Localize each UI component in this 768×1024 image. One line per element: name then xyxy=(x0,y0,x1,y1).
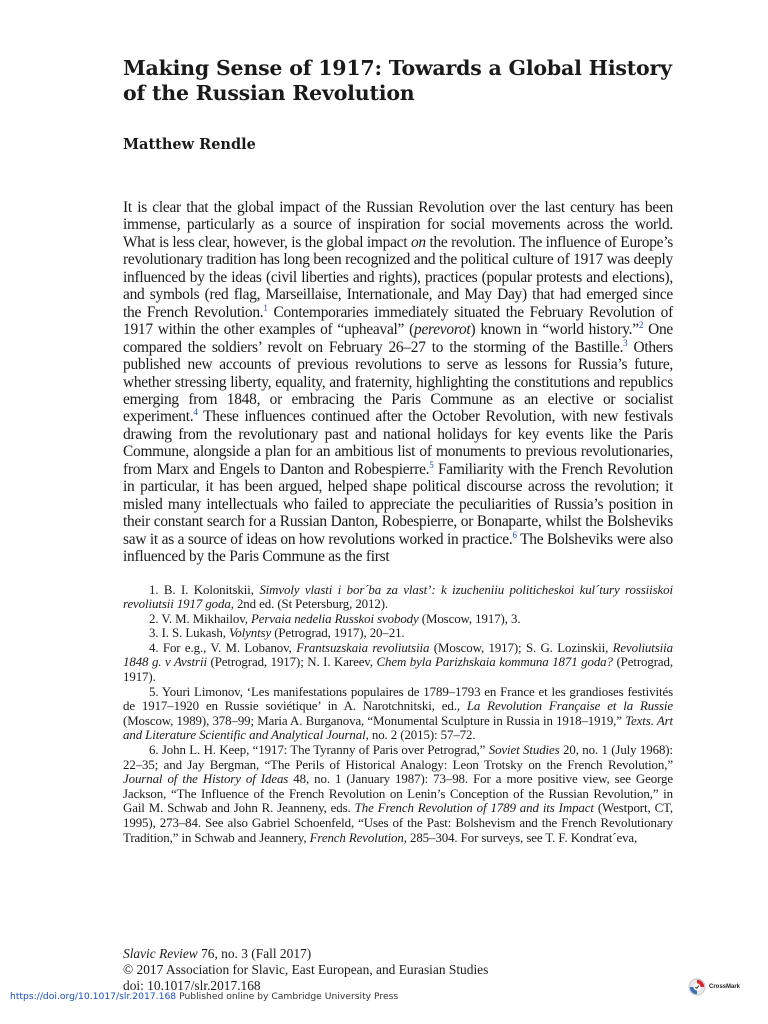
footnote-1 xyxy=(123,583,673,612)
journal-name: Slavic Review xyxy=(123,946,198,961)
footnote-text: 5. Youri Limonov, ‘Les manifestations populaires de 1789–1793 en France et les grandioses festivités de 1917–1920 en Russie soviétique’ in A. Narotchnitski, ed., xyxy=(123,684,673,714)
footnote-text: (Westport, CT, 1995), 273–84. See also Gabriel Schoenfeld, “Uses of the Past: Bolshevism and the French Revolutionary Tradition,” in Schwab and Jeannery, xyxy=(123,801,674,845)
footnotes xyxy=(123,583,673,846)
footnote-ref-5[interactable]: 5 xyxy=(429,459,434,470)
footnote-title: Revoliutsiia 1848 g. v Avstrii xyxy=(123,640,673,670)
footnote-ref-2[interactable]: 2 xyxy=(638,320,644,331)
journal-citation xyxy=(123,946,663,962)
body-text: ) known in “world history.” xyxy=(470,321,639,339)
body-text: These influences continued after the October Revolution, with new festivals drawing from the revolutionary past and national holidays for key events like the Paris Commune, alongside a plan for an ambitious list of monuments to previous revolutionaries, from Marx and Engels to Danton and Robespierre. xyxy=(123,408,673,478)
footnote-text: 2. V. M. Mikhailov, xyxy=(149,611,251,626)
crossmark-label: CrossMark xyxy=(709,984,741,990)
body-paragraph xyxy=(123,199,673,566)
footnote-6 xyxy=(123,743,673,845)
footnote-text: , 2nd ed. (St Petersburg, 2012). xyxy=(230,597,389,612)
doi-link[interactable]: https://doi.org/10.1017/slr.2017.168 xyxy=(10,991,177,1002)
footnote-title: Journal of the History of Ideas xyxy=(123,772,289,787)
footnote-title: Texts. Art and Literature Scientific and Analytical Journal xyxy=(123,713,674,743)
footnote-text: 4. For e.g., V. M. Lobanov, xyxy=(149,640,297,655)
footnote-text: (Moscow, 1989), 378–99; Maria A. Burganova, “Monumental Sculpture in Russia in 1918–1919,” xyxy=(123,713,626,728)
footnote-title: The French Revolution of 1789 and its Impact xyxy=(354,801,594,816)
footnote-title: Volyntsy xyxy=(228,626,272,641)
body-text: It is clear that the global impact of the Russian Revolution over the last century has been immense, particularly as a source of inspiration for social movements across the world. What is less clear, however, is the global impact xyxy=(123,199,673,251)
footnote-title: Chem byla Parizhskaia kommuna 1871 goda? xyxy=(376,655,613,670)
body-text: the revolution. The influence of Europe’s revolutionary tradition has long been recognized and the political culture of 1917 was deeply influenced by the ideas (civil liberties and rights), practices (popular protests and elections), and symbols (red flag, Marseillaise, Internationale, and May Day) that had emerged since the French Revolution. xyxy=(123,233,673,321)
footnote-text: (Moscow, 1917); S. G. Lozinskii, xyxy=(429,640,613,655)
body-text: The Bolsheviks were also influenced by the Paris Commune as the first xyxy=(123,530,673,566)
footnote-text: 48, no. 1 (January 1987): 73–98. For a more positive view, see George Jackson, “The Influence of the French Revolution on Lenin’s Conception of the Russian Revolution,” in Gail M. Schwab and John R. Jeanneny, eds. xyxy=(123,772,673,816)
footnote-text: 20, no. 1 (July 1968): 22–35; and Jay Bergman, “The Perils of Historical Analogy: Leon Trotsky on the French Revolution,” xyxy=(123,743,673,772)
footnote-text: (Petrograd, 1917); N. I. Kareev, xyxy=(206,655,377,670)
footnote-ref-6[interactable]: 6 xyxy=(512,529,517,540)
body-emphasis: perevorot xyxy=(414,321,471,339)
body-text: Contemporaries immediately situated the February Revolution of 1917 within the other examples of “upheaval” ( xyxy=(123,303,673,339)
footnote-text: , no. 2 (2015): 57–72. xyxy=(365,728,476,743)
footnote-text: 1. B. I. Kolonitskii, xyxy=(149,582,260,597)
published-online-text: Published online by Cambridge University Press xyxy=(176,991,399,1002)
footnote-title: Pervaia nedelia Russkoi svobody xyxy=(250,611,419,626)
body-text: Others published new accounts of previous revolutions to serve as lessons for Russia’s future, whether stressing liberty, equality, and fraternity, highlighting the constitutions and republics emerging from 1848, or embracing the Paris Commune as an elective or socialist experiment. xyxy=(123,338,673,426)
body-text: Familiarity with the French Revolution in particular, it has been argued, helped shape political discourse across the revolution; it misled many intellectuals who failed to appreciate the peculiarities of Russia’s position in their constant search for a Russian Danton, Robespierre, or Bonaparte, whilst the Bolsheviks saw it as a source of ideas on how revolutions worked in practice. xyxy=(123,460,673,548)
footnote-2 xyxy=(123,612,673,627)
copyright-line: © 2017 Association for Slavic, East European, and Eurasian Studies xyxy=(123,962,489,977)
footnote-title: Simvoly vlasti i bor´ba za vlast’: k izucheniiu politicheskoi kul´tury rossiiskoi revoliutsii 1917 goda xyxy=(123,582,673,612)
footnote-title: La Revolution Française et la Russie xyxy=(466,699,674,714)
footnote-ref-4[interactable]: 4 xyxy=(193,407,198,418)
footnote-text: 3. I. S. Lukash, xyxy=(149,626,229,641)
footnote-ref-1[interactable]: 1 xyxy=(263,302,268,313)
footnote-text: , 285–304. For surveys, see T. F. Kondrat´eva, xyxy=(403,830,638,845)
crossmark-badge[interactable] xyxy=(688,978,740,996)
footnote-5 xyxy=(123,685,673,743)
footnote-text: 6. John L. H. Keep, “1917: The Tyranny of Paris over Petrograd,” xyxy=(149,743,489,758)
footnote-title: Frantsuzskaia revoliutsiia xyxy=(296,640,430,655)
footnote-text: (Petrograd, 1917). xyxy=(123,655,673,685)
journal-volume: 76, no. 3 (Fall 2017) xyxy=(197,946,312,961)
body-text: One compared the soldiers’ revolt on February 26–27 to the storming of the Bastille. xyxy=(123,321,673,356)
footnote-4 xyxy=(123,641,673,685)
footnote-ref-3[interactable]: 3 xyxy=(623,337,628,348)
footnote-text: (Petrograd, 1917), 20–21. xyxy=(271,626,405,641)
publication-info xyxy=(123,946,663,994)
footnote-text: (Moscow, 1917), 3. xyxy=(418,611,521,626)
crossmark-icon xyxy=(688,978,706,996)
doi-line: doi: 10.1017/slr.2017.168 xyxy=(123,978,261,993)
article-title: Making Sense of 1917: Towards a Global History of the Russian Revolution xyxy=(123,56,672,105)
footnote-title: Soviet Studies xyxy=(488,743,560,758)
footnote-3 xyxy=(123,626,673,641)
article-page xyxy=(123,56,673,845)
footnote-title: French Revolution xyxy=(309,830,404,845)
body-emphasis: on xyxy=(410,233,426,251)
author-name: Matthew Rendle xyxy=(123,136,256,153)
download-footer xyxy=(10,991,398,1002)
